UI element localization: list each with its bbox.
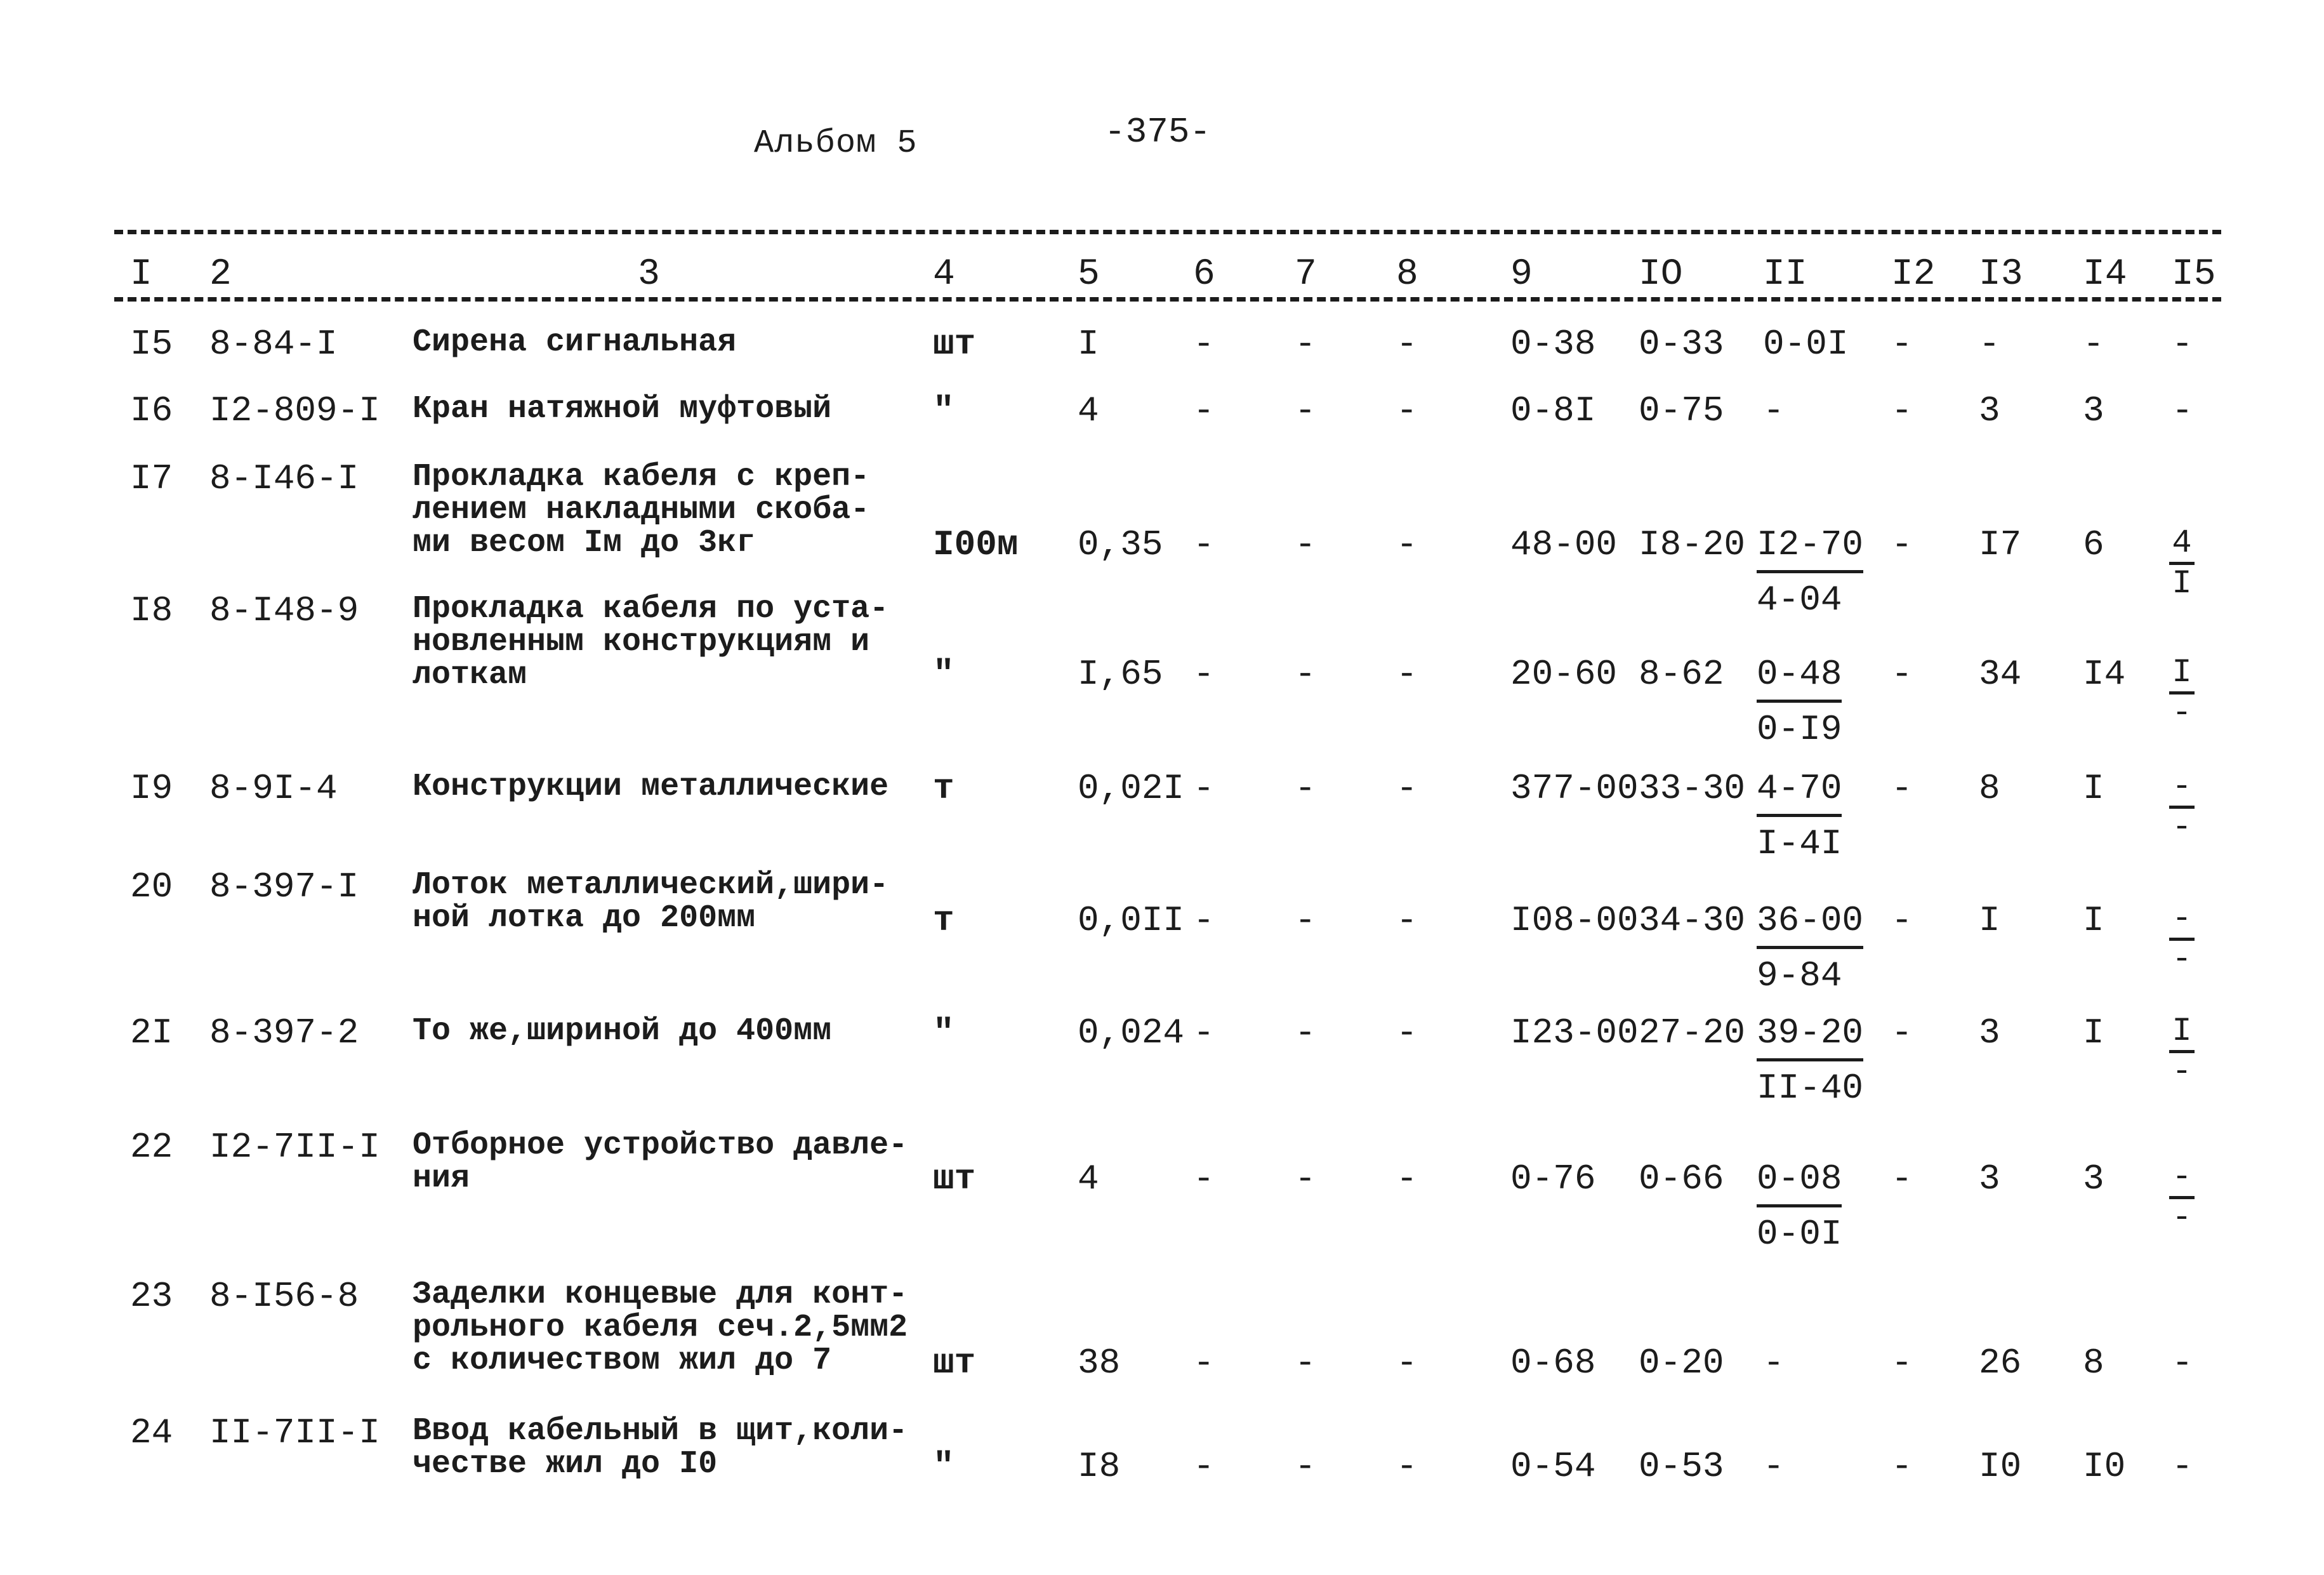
column-header-7: 7 bbox=[1295, 254, 1317, 295]
col-10-value: 0-33 bbox=[1639, 324, 1724, 364]
col-8-value: - bbox=[1396, 768, 1418, 809]
col-11-numerator: 36-00 bbox=[1757, 900, 1863, 949]
col-11-value: 0-0I bbox=[1763, 324, 1849, 364]
item-description bbox=[413, 393, 831, 426]
column-header-2: 2 bbox=[209, 254, 232, 295]
column-header-12: I2 bbox=[1891, 254, 1936, 295]
column-header-6: 6 bbox=[1193, 254, 1215, 295]
col-12-value: - bbox=[1891, 524, 1913, 565]
col-11-fraction bbox=[1757, 654, 1842, 750]
col-13-value: - bbox=[1979, 324, 2000, 364]
description-line: честве жил до I0 bbox=[413, 1446, 718, 1482]
col-6-value: - bbox=[1193, 390, 1215, 431]
item-code: II-7II-I bbox=[209, 1412, 380, 1453]
unit: " bbox=[933, 654, 954, 694]
description-line: лением накладными скоба- bbox=[413, 492, 870, 528]
col-12-value: - bbox=[1891, 900, 1913, 941]
unit: шт bbox=[933, 1343, 976, 1383]
col-13-value: I bbox=[1979, 900, 2000, 941]
quantity: I bbox=[1078, 324, 1099, 364]
col-15-fraction bbox=[2169, 524, 2195, 602]
quantity: 0,02I bbox=[1078, 768, 1185, 809]
column-header-10: IO bbox=[1639, 254, 1683, 295]
item-code: 8-I46-I bbox=[209, 458, 359, 499]
row-number: I6 bbox=[130, 390, 173, 431]
col-14-value: I bbox=[2083, 768, 2104, 809]
col-11-numerator: 0-08 bbox=[1757, 1159, 1842, 1207]
col-11-numerator: 0-48 bbox=[1757, 654, 1842, 703]
col-13-value: 3 bbox=[1979, 1013, 2000, 1053]
col-8-value: - bbox=[1396, 324, 1418, 364]
column-header-1: I bbox=[130, 254, 152, 295]
item-description bbox=[413, 1415, 908, 1481]
quantity: 38 bbox=[1078, 1343, 1121, 1383]
col-11-numerator: 4-70 bbox=[1757, 768, 1842, 817]
description-line: ния bbox=[413, 1160, 470, 1197]
col-7-value: - bbox=[1295, 1446, 1316, 1487]
item-code: 8-397-I bbox=[209, 867, 359, 907]
col-7-value: - bbox=[1295, 1343, 1316, 1383]
col-15-value: - bbox=[2172, 390, 2193, 431]
col-11-fraction bbox=[1757, 900, 1863, 996]
row-number: I9 bbox=[130, 768, 173, 809]
col-14-value: I bbox=[2083, 1013, 2104, 1053]
item-code: I2-809-I bbox=[209, 390, 380, 431]
col-11-denominator: I-4I bbox=[1757, 823, 1842, 864]
item-code: 8-84-I bbox=[209, 324, 338, 364]
col-12-value: - bbox=[1891, 390, 1913, 431]
item-code: 8-I48-9 bbox=[209, 590, 359, 631]
col-9-value: 0-54 bbox=[1510, 1446, 1596, 1487]
col-8-value: - bbox=[1396, 524, 1418, 565]
col-6-value: - bbox=[1193, 768, 1215, 809]
col-7-value: - bbox=[1295, 324, 1316, 364]
unit: шт bbox=[933, 324, 976, 364]
col-15-fraction bbox=[2169, 900, 2195, 978]
column-header-4: 4 bbox=[933, 254, 955, 295]
col-14-value: 8 bbox=[2083, 1343, 2104, 1383]
item-description bbox=[413, 1279, 908, 1378]
col-10-value: 0-75 bbox=[1639, 390, 1724, 431]
description-line: То же,шириной до 400мм bbox=[413, 1013, 832, 1049]
quantity: I,65 bbox=[1078, 654, 1163, 694]
description-line: Отборное устройство давле- bbox=[413, 1127, 908, 1164]
col-9-value: 0-76 bbox=[1510, 1159, 1596, 1199]
col-14-value: I4 bbox=[2083, 654, 2126, 694]
column-header-3: 3 bbox=[638, 254, 660, 295]
item-code: 8-9I-4 bbox=[209, 768, 338, 809]
col-15-denominator: - bbox=[2172, 809, 2192, 846]
col-10-value: 34-30 bbox=[1639, 900, 1746, 941]
unit: " bbox=[933, 390, 954, 431]
col-10-value: 33-30 bbox=[1639, 768, 1746, 809]
col-15-fraction bbox=[2169, 768, 2195, 846]
col-8-value: - bbox=[1396, 654, 1418, 694]
row-number: 20 bbox=[130, 867, 173, 907]
col-11-fraction bbox=[1757, 1013, 1863, 1108]
col-6-value: - bbox=[1193, 324, 1215, 364]
col-15-numerator: - bbox=[2169, 768, 2195, 809]
col-8-value: - bbox=[1396, 390, 1418, 431]
col-14-value: - bbox=[2083, 324, 2104, 364]
col-14-value: 6 bbox=[2083, 524, 2104, 565]
col-6-value: - bbox=[1193, 900, 1215, 941]
header-rule-top bbox=[114, 230, 2221, 234]
description-line: Лоток металлический,шири- bbox=[413, 867, 889, 903]
col-13-value: I0 bbox=[1979, 1446, 2022, 1487]
column-header-8: 8 bbox=[1396, 254, 1418, 295]
col-15-numerator: I bbox=[2169, 654, 2195, 694]
album-label: Альбом 5 bbox=[754, 124, 918, 162]
col-10-value: 0-66 bbox=[1639, 1159, 1724, 1199]
description-line: Конструкции металлические bbox=[413, 769, 889, 805]
col-15-numerator: - bbox=[2169, 900, 2195, 941]
description-line: Заделки концевые для конт- bbox=[413, 1277, 908, 1313]
description-line: рольного кабеля сеч.2,5мм2 bbox=[413, 1310, 908, 1346]
description-line: Ввод кабельный в щит,коли- bbox=[413, 1413, 908, 1449]
col-10-value: 0-53 bbox=[1639, 1446, 1724, 1487]
col-12-value: - bbox=[1891, 1013, 1913, 1053]
description-line: Прокладка кабеля с креп- bbox=[413, 459, 870, 495]
header-rule-bottom bbox=[114, 297, 2221, 302]
col-10-value: I8-20 bbox=[1639, 524, 1746, 565]
item-description bbox=[413, 869, 888, 935]
col-6-value: - bbox=[1193, 654, 1215, 694]
col-15-value: - bbox=[2172, 1343, 2193, 1383]
col-13-value: 34 bbox=[1979, 654, 2022, 694]
item-description bbox=[413, 326, 736, 359]
col-8-value: - bbox=[1396, 1343, 1418, 1383]
page-number: -375- bbox=[1104, 112, 1212, 152]
col-12-value: - bbox=[1891, 1159, 1913, 1199]
col-6-value: - bbox=[1193, 1159, 1215, 1199]
col-15-denominator: - bbox=[2172, 1199, 2192, 1237]
col-7-value: - bbox=[1295, 1159, 1316, 1199]
row-number: I5 bbox=[130, 324, 173, 364]
unit: " bbox=[933, 1446, 954, 1487]
col-14-value: I0 bbox=[2083, 1446, 2126, 1487]
col-11-fraction bbox=[1757, 1159, 1842, 1254]
column-header-9: 9 bbox=[1510, 254, 1533, 295]
col-7-value: - bbox=[1295, 1013, 1316, 1053]
column-header-5: 5 bbox=[1078, 254, 1100, 295]
col-11-denominator: 9-84 bbox=[1757, 955, 1842, 996]
row-number: 24 bbox=[130, 1412, 173, 1453]
row-number: I8 bbox=[130, 590, 173, 631]
col-15-denominator: - bbox=[2172, 694, 2192, 732]
col-8-value: - bbox=[1396, 1446, 1418, 1487]
item-code: 8-I56-8 bbox=[209, 1276, 359, 1317]
col-9-value: 0-68 bbox=[1510, 1343, 1596, 1383]
quantity: 4 bbox=[1078, 1159, 1099, 1199]
col-12-value: - bbox=[1891, 654, 1913, 694]
col-6-value: - bbox=[1193, 524, 1215, 565]
col-15-numerator: - bbox=[2169, 1159, 2195, 1199]
col-11-value: - bbox=[1763, 390, 1785, 431]
col-11-denominator: 0-I9 bbox=[1757, 709, 1842, 750]
col-11-fraction bbox=[1757, 524, 1863, 620]
col-15-denominator: - bbox=[2172, 941, 2192, 978]
col-9-value: 377-00 bbox=[1510, 768, 1639, 809]
quantity: 0,0II bbox=[1078, 900, 1185, 941]
col-8-value: - bbox=[1396, 1159, 1418, 1199]
col-11-value: - bbox=[1763, 1446, 1785, 1487]
description-line: ми весом Iм до 3кг bbox=[413, 525, 756, 561]
col-8-value: - bbox=[1396, 900, 1418, 941]
row-number: 2I bbox=[130, 1013, 173, 1053]
col-7-value: - bbox=[1295, 524, 1316, 565]
col-15-numerator: 4 bbox=[2169, 524, 2195, 565]
col-12-value: - bbox=[1891, 1343, 1913, 1383]
col-11-numerator: 39-20 bbox=[1757, 1013, 1863, 1061]
quantity: 0,024 bbox=[1078, 1013, 1185, 1053]
col-9-value: 48-00 bbox=[1510, 524, 1618, 565]
col-13-value: I7 bbox=[1979, 524, 2022, 565]
col-9-value: 0-38 bbox=[1510, 324, 1596, 364]
row-number: 23 bbox=[130, 1276, 173, 1317]
col-9-value: 20-60 bbox=[1510, 654, 1618, 694]
col-9-value: I08-00 bbox=[1510, 900, 1639, 941]
col-15-fraction bbox=[2169, 654, 2195, 732]
quantity: I8 bbox=[1078, 1446, 1121, 1487]
col-11-denominator: 0-0I bbox=[1757, 1214, 1842, 1254]
col-15-value: - bbox=[2172, 1446, 2193, 1487]
description-line: с количеством жил до 7 bbox=[413, 1343, 832, 1379]
column-header-13: I3 bbox=[1979, 254, 2023, 295]
col-14-value: 3 bbox=[2083, 390, 2104, 431]
col-10-value: 0-20 bbox=[1639, 1343, 1724, 1383]
col-11-numerator: I2-70 bbox=[1757, 524, 1863, 573]
col-15-denominator: I bbox=[2172, 565, 2192, 602]
col-11-value: - bbox=[1763, 1343, 1785, 1383]
col-7-value: - bbox=[1295, 768, 1316, 809]
item-code: I2-7II-I bbox=[209, 1127, 380, 1167]
quantity: 4 bbox=[1078, 390, 1099, 431]
col-15-value: - bbox=[2172, 324, 2193, 364]
col-7-value: - bbox=[1295, 900, 1316, 941]
col-14-value: I bbox=[2083, 900, 2104, 941]
col-11-denominator: 4-04 bbox=[1757, 580, 1842, 620]
col-10-value: 8-62 bbox=[1639, 654, 1724, 694]
col-15-fraction bbox=[2169, 1013, 2195, 1091]
unit: шт bbox=[933, 1159, 976, 1199]
col-11-fraction bbox=[1757, 768, 1842, 864]
description-line: Кран натяжной муфтовый bbox=[413, 391, 832, 427]
item-description bbox=[413, 593, 888, 692]
unit: т bbox=[933, 900, 954, 941]
col-12-value: - bbox=[1891, 324, 1913, 364]
col-9-value: 0-8I bbox=[1510, 390, 1596, 431]
col-15-fraction bbox=[2169, 1159, 2195, 1237]
col-13-value: 26 bbox=[1979, 1343, 2022, 1383]
col-12-value: - bbox=[1891, 768, 1913, 809]
col-15-denominator: - bbox=[2172, 1053, 2192, 1091]
description-line: Прокладка кабеля по уста- bbox=[413, 591, 889, 627]
column-header-15: I5 bbox=[2172, 254, 2216, 295]
quantity: 0,35 bbox=[1078, 524, 1163, 565]
description-line: новленным конструкциям и bbox=[413, 624, 870, 660]
col-10-value: 27-20 bbox=[1639, 1013, 1746, 1053]
col-6-value: - bbox=[1193, 1343, 1215, 1383]
col-6-value: - bbox=[1193, 1446, 1215, 1487]
col-7-value: - bbox=[1295, 390, 1316, 431]
description-line: ной лотка до 200мм bbox=[413, 900, 756, 936]
item-description bbox=[413, 1129, 908, 1195]
column-header-14: I4 bbox=[2083, 254, 2127, 295]
description-line: лоткам bbox=[413, 657, 527, 693]
col-14-value: 3 bbox=[2083, 1159, 2104, 1199]
unit: I00м bbox=[933, 524, 1019, 565]
item-description bbox=[413, 461, 869, 560]
description-line: Сирена сигнальная bbox=[413, 324, 737, 361]
item-code: 8-397-2 bbox=[209, 1013, 359, 1053]
row-number: 22 bbox=[130, 1127, 173, 1167]
col-6-value: - bbox=[1193, 1013, 1215, 1053]
col-15-numerator: I bbox=[2169, 1013, 2195, 1053]
item-description bbox=[413, 771, 888, 804]
unit: т bbox=[933, 768, 954, 809]
unit: " bbox=[933, 1013, 954, 1053]
col-7-value: - bbox=[1295, 654, 1316, 694]
col-13-value: 3 bbox=[1979, 1159, 2000, 1199]
col-13-value: 8 bbox=[1979, 768, 2000, 809]
col-13-value: 3 bbox=[1979, 390, 2000, 431]
row-number: I7 bbox=[130, 458, 173, 499]
col-12-value: - bbox=[1891, 1446, 1913, 1487]
item-description bbox=[413, 1015, 831, 1048]
column-header-11: II bbox=[1763, 254, 1807, 295]
col-8-value: - bbox=[1396, 1013, 1418, 1053]
col-9-value: I23-00 bbox=[1510, 1013, 1639, 1053]
col-11-denominator: II-40 bbox=[1757, 1068, 1864, 1108]
